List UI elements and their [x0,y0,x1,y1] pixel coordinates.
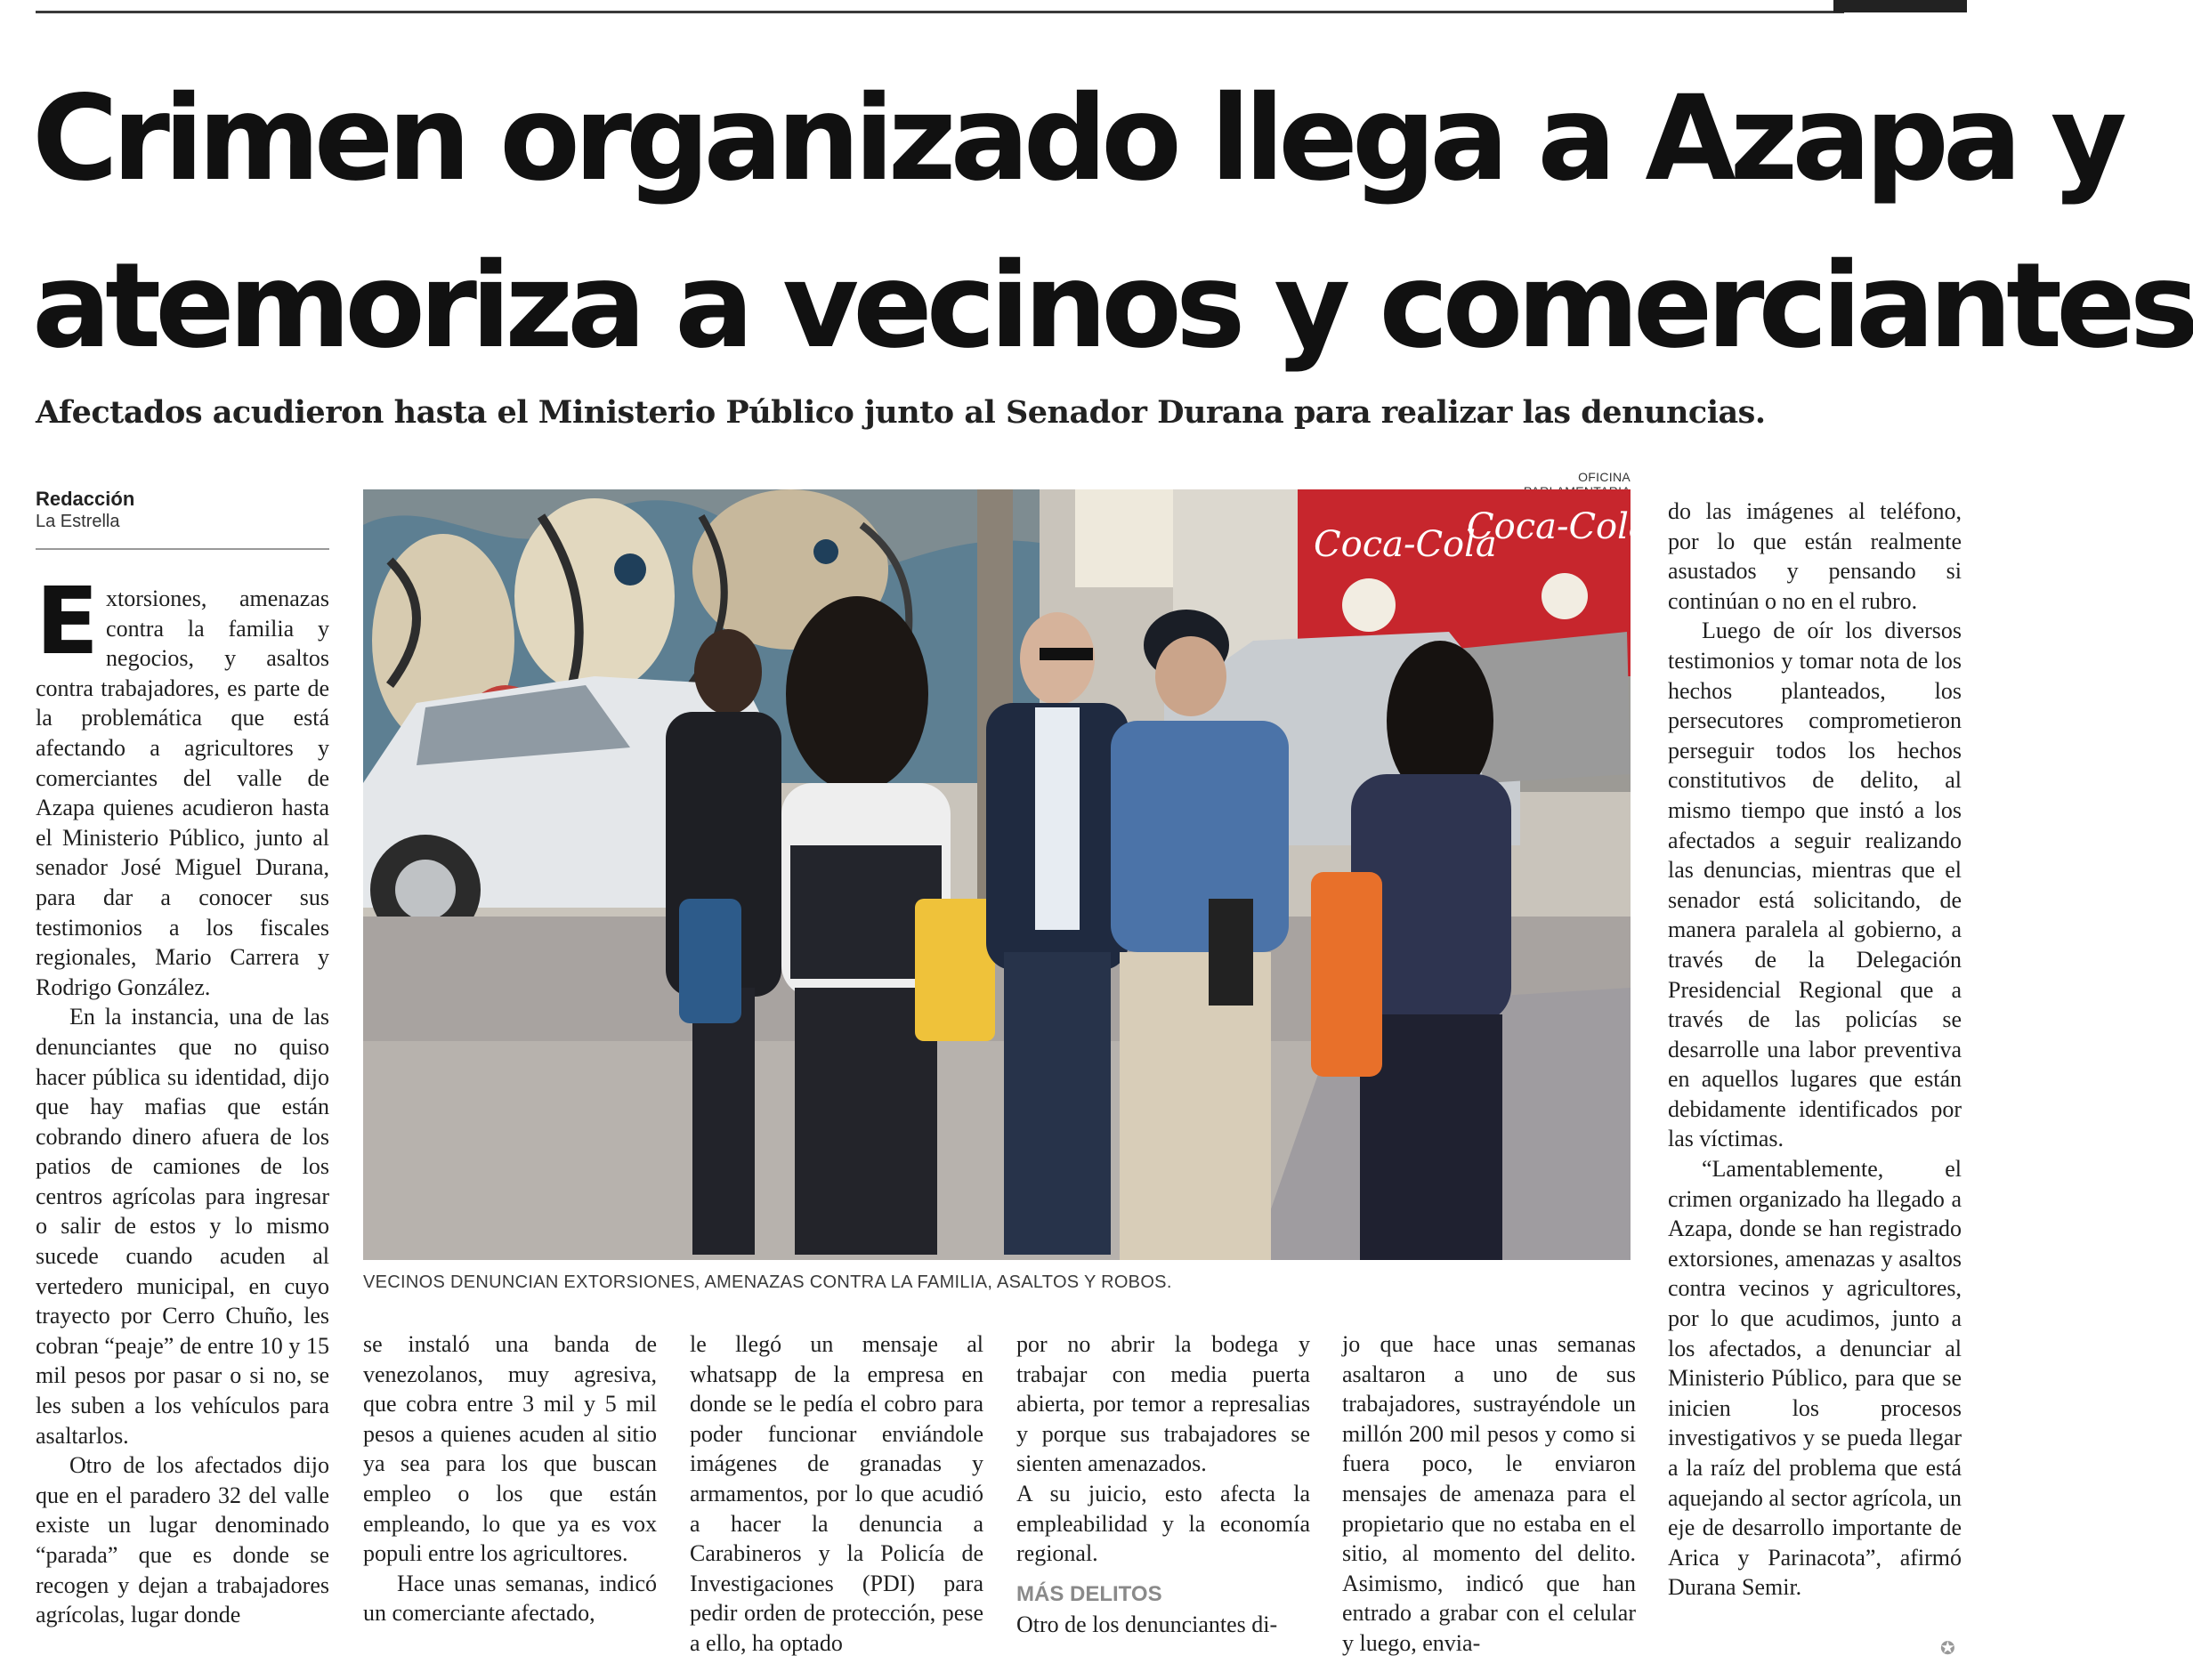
article-column-1 [36,567,329,1630]
photo-caption: VECINOS DENUNCIAN EXTORSIONES, AMENAZAS CONTRA LA FAMILIA, ASALTOS Y ROBOS. [363,1272,1172,1292]
paragraph: le llegó un mensaje al whatsapp de la empresa en donde se le pedía el cobro para poder funcionar enviándole imágenes de granadas y armamentos, por lo que acudió a hacer la denuncia a Carabineros y la Policía de Investigaciones (PDI) para pedir orden de protección, pese a ello, ha optado [690,1331,983,1656]
section-subhead: MÁS DELITOS [1016,1581,1162,1606]
subhead: Afectados acudieron hasta el Ministerio Público junto al Senador Durana para realizar las denuncias. [36,394,1766,431]
article-column-4 [1016,1329,1310,1639]
paragraph: se instaló una banda de venezolanos, muy agresiva, que cobra entre 3 mil y 5 mil pesos a quienes acuden al sitio ya sea para los que buscan empleo o los que están empleando, lo que ya es vox populi entre los agricultores. [363,1331,657,1567]
news-photo [363,489,1650,1260]
headline [32,55,2193,390]
paragraph: “Lamentablemente, el crimen organizado ha llegado a Azapa, donde se han registrado extorsiones, amenazas y asaltos contra vecinos y agricultores, por lo que acudimos, junto a los afectados, a denunciar al Ministerio Público, para que se inicien los procesos investigativos y se pueda llegar a la raíz del problema que está aquejando al sector agrícola, un eje de desarrollo importante de Arica y Parinacota”, afirmó Durana Semir. [1668,1156,1962,1601]
paragraph: por no abrir la bodega y trabajar con media puerta abierta, por temor a represalias y porque sus trabajadores se sienten amenazados. [1016,1331,1310,1477]
byline-author: Redacción [36,488,135,510]
photo-credit: OFICINA [1578,470,1631,484]
paragraph: do las imágenes al teléfono, por lo que están realmente asustados y pensando si continúan o no en el rubro. [1668,498,1962,614]
paragraph: A su juicio, esto afecta la empleabilidad y la economía regional. [1016,1480,1310,1567]
paragraph: Extorsiones, amenazas contra la familia y negocios, y asaltos contra trabajadores, es parte de la problemática que está afectando a agricultores y comerciantes del valle de Azapa quienes acudieron hasta el Ministerio Público, junto al senador José Miguel Durana, para dar a conocer sus testimonios a los fiscales regionales, Mario Carrera y Rodrigo González. [36,567,329,1000]
top-rule [36,11,1844,13]
headline-line-2: atemoriza a vecinos y comerciantes [32,238,2193,375]
paragraph: jo que hace unas semanas asaltaron a uno de sus trabajadores, sustrayéndole un millón 200 mil pesos y como si fuera poco, le enviaron mensajes de amenaza para el propietario que no estaba en el sitio, al momento del delito. Asimismo, indicó que han entrado a grabar con el celular y luego, envia- [1342,1331,1636,1656]
byline [36,488,329,550]
top-corner-block [1833,0,1967,12]
paragraph: Otro de los afectados dijo que en el paradero 32 del valle existe un lugar denominado “parada” que es donde se recogen y dejan a trabajadores agrícolas, lugar donde [36,1452,329,1628]
article-column-6 [1668,497,1962,1603]
street-scene-illustration [363,489,1650,1260]
drop-cap: E [36,567,100,675]
headline-line-1: Crimen organizado llega a Azapa y [32,70,2121,207]
paragraph: Hace unas semanas, indicó un comerciante afectado, [363,1570,657,1627]
sign-text-1: Coca-Cola [1314,524,1497,565]
end-of-article-icon: ✪ [1940,1637,1955,1659]
paragraph: En la instancia, una de las denunciantes que no quiso hacer pública su identidad, dijo que hay mafias que están cobrando dinero afuera de los patios de camiones de los centros agrícolas para ingresar o salir de estos y lo mismo sucede cuando acuden al vertedero municipal, en cuyo trayecto por Cerro Chuño, les cobran “peaje” de entre 10 y 15 mil pesos por pasar o si no, se les suben a los vehículos para asaltarlos. [36,1004,329,1449]
article-column-3 [690,1329,983,1659]
article-column-2 [363,1329,657,1628]
paragraph: Luego de oír los diversos testimonios y tomar nota de los hechos planteados, los persecutores comprometieron perseguir todos los hechos constitutivos de delito, al mismo tiempo que instó a los afectados a seguir realizando las denuncias, mientras que el senador está solicitando, de manera paralela al gobierno, a través de la Delegación Presidencial Regional que a través de las policías se desarrolle una labor preventiva en aquellos lugares que están debidamente identificados por las víctimas. [1668,618,1962,1152]
byline-outlet: La Estrella [36,512,120,531]
article-column-5 [1342,1329,1636,1659]
paragraph: Otro de los denunciantes di- [1016,1611,1278,1637]
sign-text-2: Coca-Cola [1467,506,1650,547]
